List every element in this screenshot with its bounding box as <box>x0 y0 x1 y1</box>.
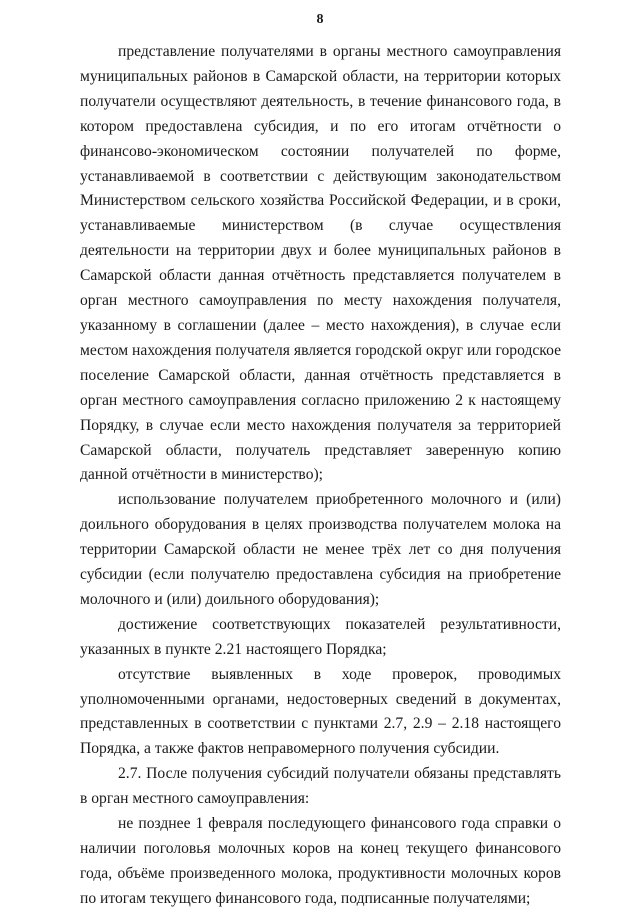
paragraph-section-2-7: 2.7. После получения субсидий получатели обязаны представлять в орган местного самоуправления: <box>80 765 561 808</box>
paragraph-no-violations: отсутствие выявленных в ходе проверок, проводимых уполномоченными органами, недостоверных сведений в документах, представленных в соответствии с пунктами 2.7, 2.9 – 2.18 настоящего Порядка, а также фактов неправомерного получения субсидии. <box>80 665 561 758</box>
paragraph-performance-indicators: достижение соответствующих показателей результативности, указанных в пункте 2.21 настоящего Порядка; <box>80 615 561 658</box>
document-body <box>80 40 561 912</box>
paragraph-reporting-requirement: представление получателями в органы местного самоуправления муниципальных районов в Самарской области, на территории которых получатели осуществляют деятельность, в течение финансового года, в котором предоставлена субсидия, и по его итогам отчётности о финансово-экономическом состоянии получателей по форме, устанавливаемой в соответствии с действующим законодательством Министерством сельского хозяйства Российской Федерации, и в сроки, устанавливаемые министерством (в случае осуществления деятельности на территории двух и более муниципальных районов в Самарской области данная отчётность представляется получателем в орган местного самоуправления по месту нахождения получателя, указанному в соглашении (далее – место нахождения), в случае если местом нахождения получателя является городской округ или городское поселение Самарской области, данная отчётность представляется в орган местного самоуправления согласно приложению 2 к настоящему Порядку, в случае если место нахождения получателя за территорией Самарской области, получатель представляет заверенную копию данной отчётности в министерство); <box>80 43 561 484</box>
paragraph-equipment-usage: использование получателем приобретенного молочного и (или) доильного оборудования в целях производства получателем молока на территории Самарской области не менее трёх лет со дня получения субсидии (если получателю предоставлена субсидия на приобретение молочного и (или) доильного оборудования); <box>80 491 561 608</box>
page-number: 8 <box>316 12 324 27</box>
paragraph-february-reports: не позднее 1 февраля последующего финансового года справки о наличии поголовья молочных коров на конец текущего финансового года, объёме произведенного молока, продуктивности молочных коров по итогам текущего финансового года, подписанные получателями; <box>80 815 561 907</box>
